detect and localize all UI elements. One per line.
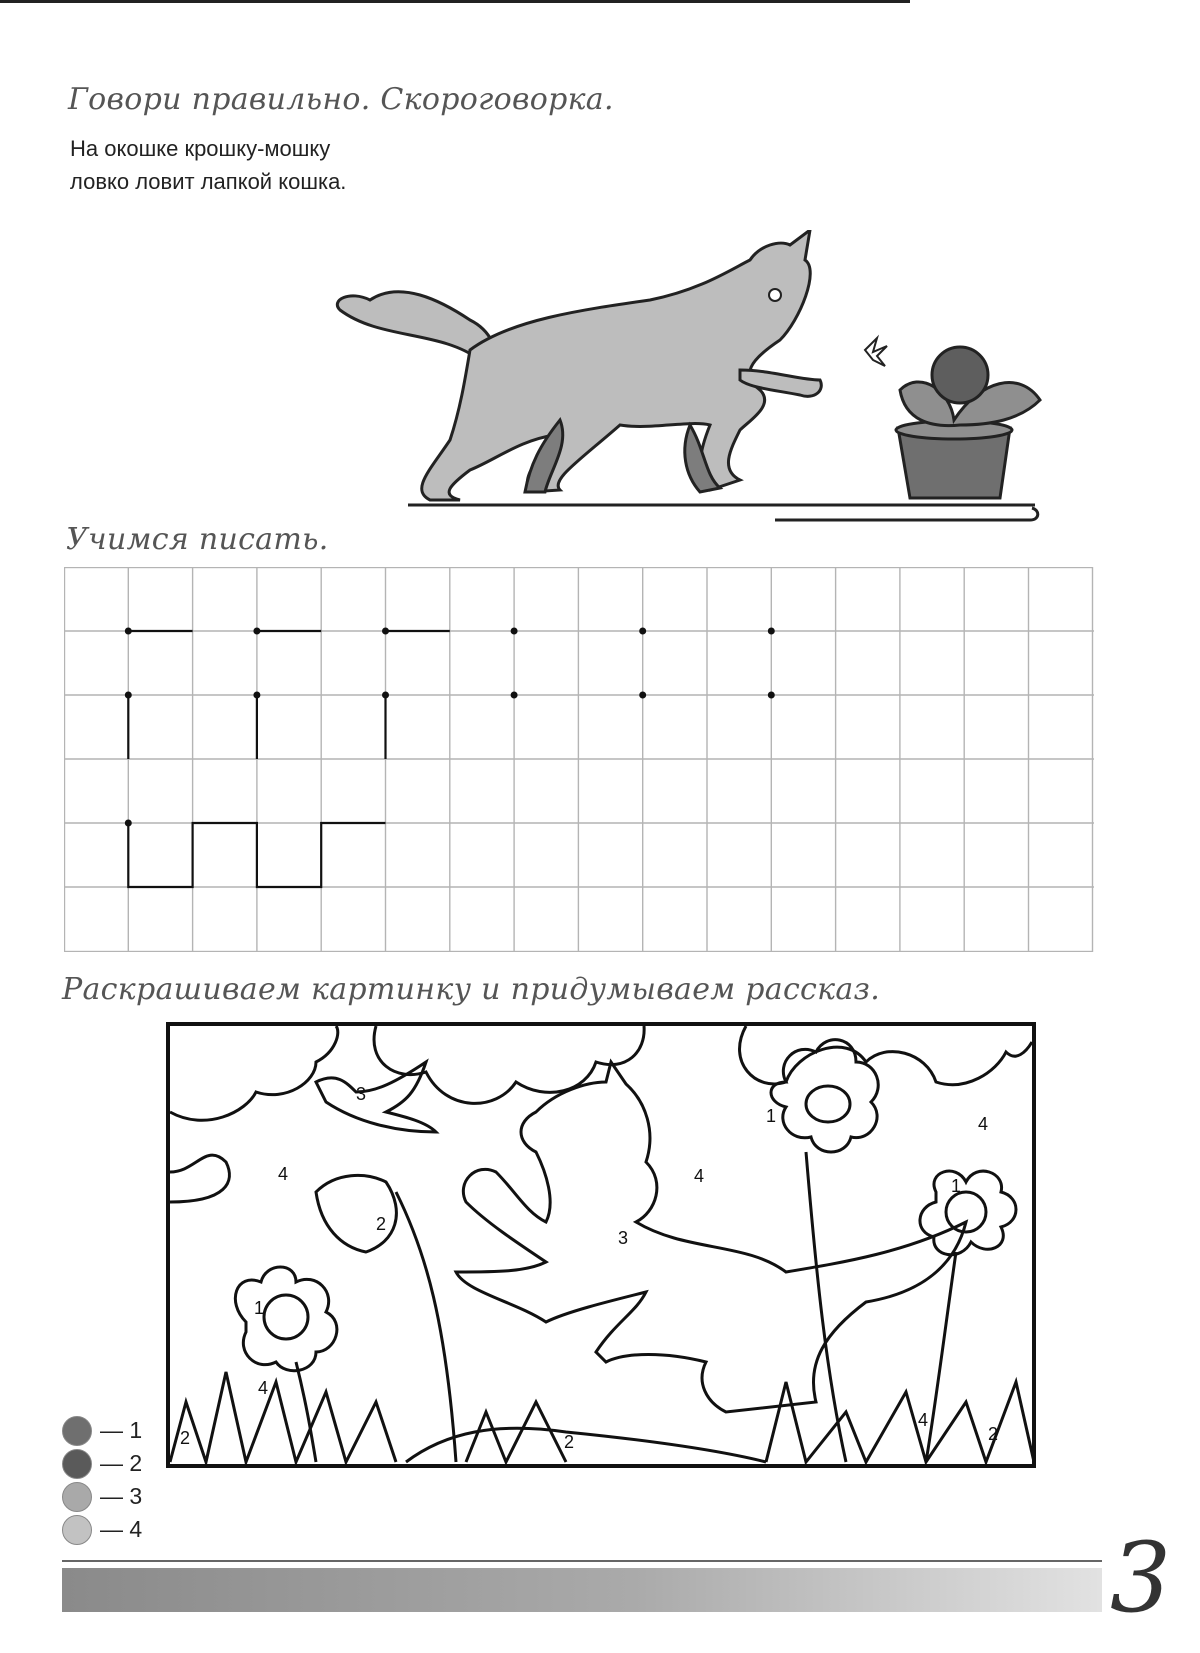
poem-line-2: ловко ловит лапкой кошка.	[70, 169, 347, 194]
footer-rule	[62, 1560, 1102, 1562]
violet-flower	[932, 347, 988, 403]
legend-label-3: — 3	[100, 1483, 143, 1509]
butterfly	[865, 338, 887, 366]
legend-row-3	[62, 1480, 142, 1513]
number-bird: 3	[356, 1084, 367, 1104]
footer-gradient-bar	[62, 1568, 1102, 1612]
number-grass-right: 2	[988, 1424, 999, 1444]
legend-swatch-2	[62, 1449, 92, 1479]
coloring-heading: Раскрашиваем картинку и придумываем рассказ.	[62, 972, 881, 1007]
number-petal-right: 1	[766, 1106, 777, 1126]
legend-row-2	[62, 1447, 142, 1480]
number-grass-mid: 2	[564, 1432, 575, 1452]
writing-grid	[64, 567, 1094, 952]
writing-heading: Учимся писать.	[66, 522, 329, 557]
legend-row-4	[62, 1513, 142, 1546]
number-sky-right: 4	[978, 1114, 989, 1134]
number-leaf-left: 4	[258, 1378, 269, 1398]
top-rule	[0, 0, 910, 3]
legend-swatch-3	[62, 1482, 92, 1512]
page-number: 3	[1110, 1522, 1172, 1634]
poem-line-1: На окошке крошку-мошку	[70, 136, 331, 161]
legend-label-1: — 1	[100, 1417, 143, 1443]
legend-label-2: — 2	[100, 1450, 143, 1476]
number-grass-left: 2	[180, 1428, 191, 1448]
number-petal: 1	[254, 1298, 265, 1318]
legend-label-4: — 4	[100, 1516, 143, 1542]
number-cat: 3	[618, 1228, 629, 1248]
cat-eye	[769, 289, 781, 301]
tongue-twister-heading: Говори правильно. Скороговорка.	[68, 82, 614, 117]
number-sky-left: 4	[278, 1164, 289, 1184]
legend-swatch-4	[62, 1515, 92, 1545]
legend-row-1	[62, 1414, 142, 1447]
coloring-picture	[166, 1022, 1038, 1470]
cat-and-flower-illustration	[320, 230, 1100, 560]
number-petal-far-right: 1	[951, 1176, 962, 1196]
shelf-edge	[775, 508, 1038, 520]
grid-lines	[64, 567, 1094, 952]
color-legend	[62, 1414, 142, 1546]
cat-body	[422, 230, 811, 500]
number-leaf-right: 4	[918, 1410, 929, 1430]
legend-swatch-1	[62, 1416, 92, 1446]
number-sky-mid: 4	[694, 1166, 705, 1186]
number-stem: 2	[376, 1214, 387, 1234]
tongue-twister-text	[70, 132, 346, 198]
